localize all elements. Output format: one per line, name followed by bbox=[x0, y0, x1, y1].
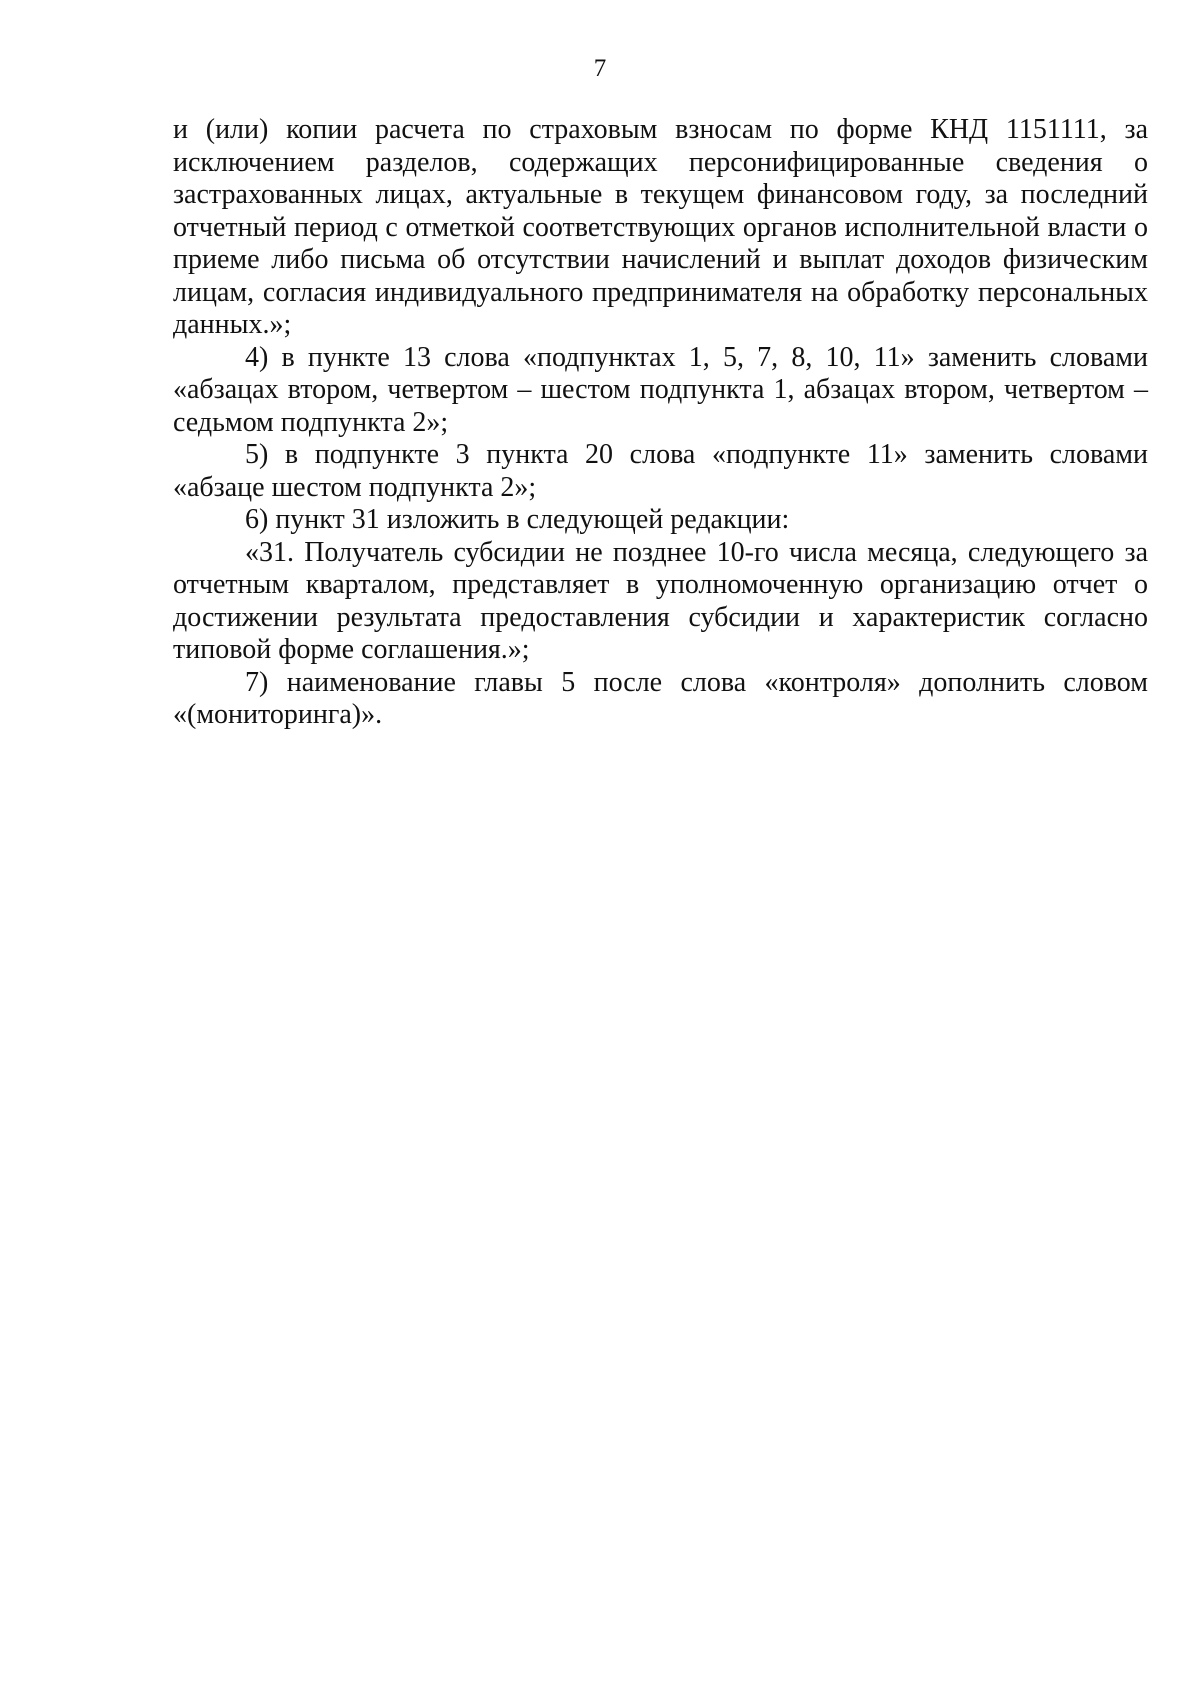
document-body bbox=[173, 114, 1148, 732]
paragraph-item-4: 4) в пункте 13 слова «подпунктах 1, 5, 7, 8, 10, 11» заменить словами «абзацах втором, четвертом – шестом подпункта 1, абзацах втором, четвертом – седьмом подпункта 2»; bbox=[173, 341, 1148, 438]
paragraph-item-31-text: «31. Получатель субсидии не позднее 10-го числа месяца, следующего за отчетным кварталом, представляет в уполномоченную организацию отчет о достижении результата предоставления субсидии и характеристик согласно типовой форме соглашения.»; bbox=[173, 536, 1148, 665]
paragraph-item-7: 7) наименование главы 5 после слова «контроля» дополнить словом «(мониторинга)». bbox=[173, 666, 1148, 730]
paragraph-item-6: 6) пункт 31 изложить в следующей редакции: bbox=[245, 504, 790, 535]
page-number: 7 bbox=[593, 55, 607, 82]
paragraph-continuation: и (или) копии расчета по страховым взносам по форме КНД 1151111, за исключением разделов, содержащих персонифицированные сведения о застрахованных лицах, актуальные в текущем финансовом году, за последний отчетный период с отметкой соответствующих органов исполнительной власти о приеме либо письма об отсутствии начислений и выплат доходов физическим лицам, согласия индивидуального предпринимателя на обработку персональных данных.»; bbox=[173, 114, 1148, 340]
paragraph-item-5: 5) в подпункте 3 пункта 20 слова «подпункте 11» заменить словами «абзаце шестом подпункта 2»; bbox=[173, 439, 1148, 503]
